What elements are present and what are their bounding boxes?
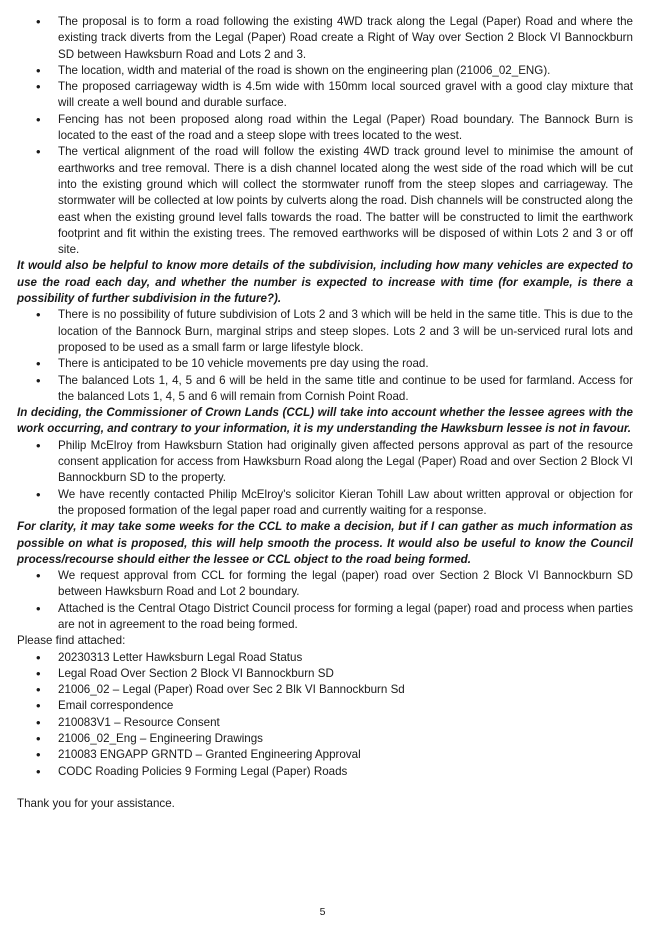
attachment-item: • 210083V1 – Resource Consent — [17, 715, 633, 731]
question-subdivision: It would also be helpful to know more details of the subdivision, including how many vehicles are expected to use the road each day, and whether the number is expected to increase with time (for example, is there a possibility of further subdivision in the future?). — [17, 259, 633, 306]
list-item: • There is no possibility of future subdivision of Lots 2 and 3 which will be held in the same title. This is due to the location of the Bannock Burn, marginal strips and steep slopes. Lots 2 and 3 will be un-serviced rural lots and proposed to be used as a small farm or large lifestyle block. — [17, 307, 633, 356]
list-item: • The location, width and material of the road is shown on the engineering plan (21006_02_ENG). — [17, 63, 633, 79]
list-item: • There is anticipated to be 10 vehicle movements pre day using the road. — [17, 356, 633, 372]
attachments-list — [17, 650, 633, 780]
list-item: • The vertical alignment of the road will follow the existing 4WD track ground level to minimise the amount of earthworks and tree removal. There is a dish channel located along the west side of the road which will be cut into the existing ground which will collect the stormwater runoff from the steep slopes and carriageway. The stormwater will be collected at low points by culverts along the road. Dish channels will be constructed along the east when the existing ground level falls towards the road. The batter will be constructed to limit the earthwork footprint and fit within the existing trees. The removed earthworks will be disposed of within Lots 2 and 3 or off site. — [17, 144, 633, 258]
attachment-item: • 21006_02 – Legal (Paper) Road over Sec 2 Blk VI Bannockburn Sd — [17, 682, 633, 698]
attachment-item: • Legal Road Over Section 2 Block VI Bannockburn SD — [17, 666, 633, 682]
closing-line: Thank you for your assistance. — [17, 796, 175, 810]
subdivision-answer-list — [17, 307, 633, 405]
lessee-answer-list — [17, 438, 633, 519]
attachment-item: • 210083 ENGAPP GRNTD – Granted Engineering Approval — [17, 747, 633, 763]
list-item: • The proposed carriageway width is 4.5m wide with 150mm local sourced gravel with a good clay mixture that will create a well bound and durable surface. — [17, 79, 633, 112]
document-page — [17, 14, 633, 812]
page-number: 5 — [319, 906, 326, 918]
attachment-item: • 21006_02_Eng – Engineering Drawings — [17, 731, 633, 747]
attachment-item: • 20230313 Letter Hawksburn Legal Road Status — [17, 650, 633, 666]
list-item: • The balanced Lots 1, 4, 5 and 6 will be held in the same title and continue to be used for farmland. Access for the balanced Lots 1, 4, 5 and 6 will remain from Cornish Point Road. — [17, 373, 633, 406]
list-item: • Philip McElroy from Hawksburn Station had originally given affected persons approval as part of the resource consent application for access from Hawksburn Road along the Legal (Paper) Road and over Section 2 Block VI Bannockburn SD to the property. — [17, 438, 633, 487]
attachments-intro: Please find attached: — [17, 634, 126, 648]
process-answer-list — [17, 568, 633, 633]
list-item: • We have recently contacted Philip McElroy's solicitor Kieran Tohill Law about written approval or objection for the proposed formation of the legal paper road and currently waiting for a response. — [17, 487, 633, 520]
list-item: • Fencing has not been proposed along road within the Legal (Paper) Road boundary. The Bannock Burn is located to the east of the road and a steep slope with trees located to the west. — [17, 112, 633, 145]
question-process: For clarity, it may take some weeks for the CCL to make a decision, but if I can gather as much information as possible on what is proposed, this will help smooth the process. It would also be useful to know the Council process/recourse should either the lessee or CCL object to the road being formed. — [17, 520, 633, 566]
list-item: • We request approval from CCL for forming the legal (paper) road over Section 2 Block VI Bannockburn SD between Hawksburn Road and Lot 2 boundary. — [17, 568, 633, 601]
list-item: • Attached is the Central Otago District Council process for forming a legal (paper) road and process when parties are not in agreement to the road being formed. — [17, 601, 633, 634]
attachment-item: • CODC Roading Policies 9 Forming Legal (Paper) Roads — [17, 764, 633, 780]
question-lessee: In deciding, the Commissioner of Crown Lands (CCL) will take into account whether the lessee agrees with the work occurring, and contrary to your information, it is my understanding the Hawksburn lessee is not in favour. — [17, 406, 633, 436]
list-item: • The proposal is to form a road following the existing 4WD track along the Legal (Paper) Road and where the existing track diverts from the Legal (Paper) Road create a Right of Way over Section 2 Block VI Bannockburn SD between Hawksburn Road and Lots 2 and 3. — [17, 14, 633, 63]
road-proposal-list — [17, 14, 633, 258]
attachment-item: • Email correspondence — [17, 698, 633, 714]
